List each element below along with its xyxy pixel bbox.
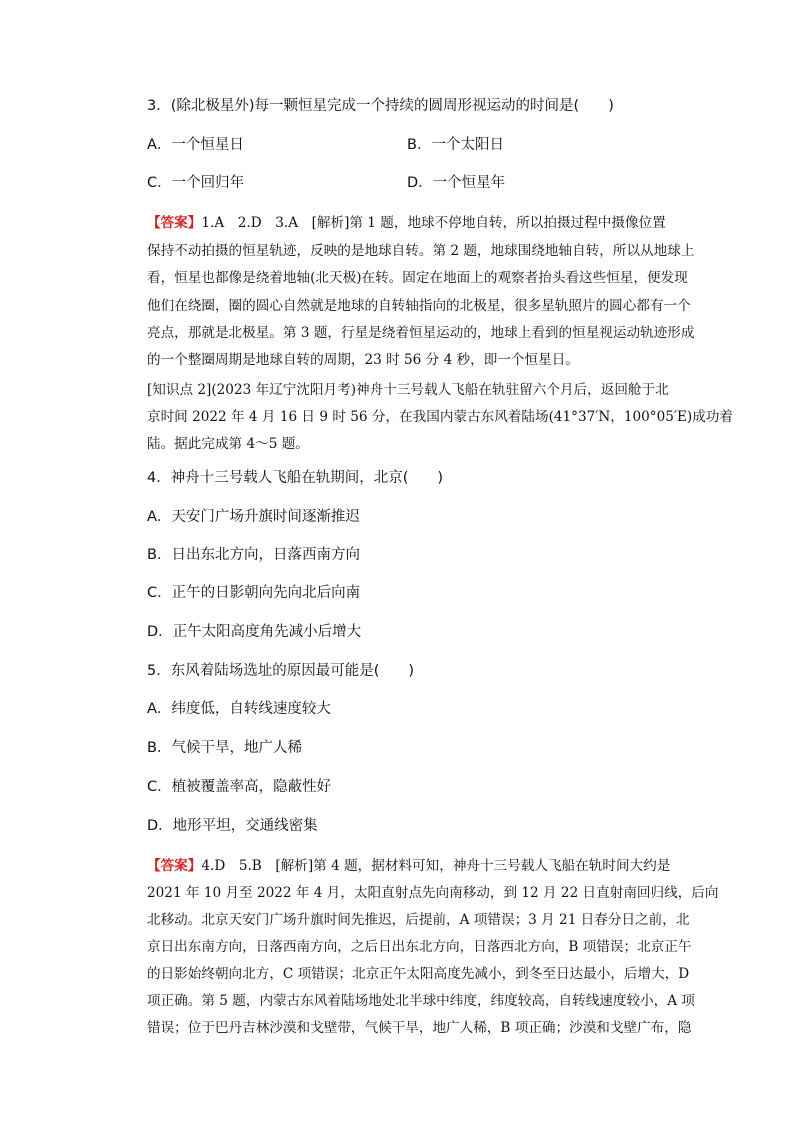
question-4-stem: 4．神舟十三号载人飞船在轨期间，北京( ) [147, 470, 444, 486]
question-5-stem: 5．东风着陆场选址的原因最可能是( ) [147, 663, 415, 679]
answer-1-line-6: 的一个整圈周期是地球自转的周期，23 时 56 分 4 秒，即一个恒星日。 [147, 352, 579, 368]
question-3-option-c: C．一个回归年 [147, 175, 245, 191]
answer-2-line-6: 项正确。第 5 题，内蒙古东风着陆场地处北半球中纬度，纬度较高，自转线速度较小，A 项 [147, 993, 695, 1009]
question-4-option-b: B．日出东北方向，日落西南方向 [147, 547, 360, 563]
answer-2-line-5: 的日影始终朝向北方，C 项错误；北京正午太阳高度先减小，到冬至日达最小，后增大，D [147, 966, 690, 982]
answer-1-line-5: 亮点，那就是北极星。第 3 题，行星是绕着恒星运动的，地球上看到的恒星视运动轨迹形成 [147, 325, 695, 341]
answer-2-line-2: 2021 年 10 月至 2022 年 4 月，太阳直射点先向南移动，到 12 月 22 日直射南回归线，后向 [147, 885, 719, 901]
answer-tag: 【答案】 [147, 858, 202, 874]
answer-2-line-4: 京日出东南方向，日落西南方向，之后日出东北方向，日落西北方向，B 项错误；北京正午 [147, 939, 692, 955]
question-3-option-b: B．一个太阳日 [407, 137, 504, 153]
question-4-option-a: A．天安门广场升旗时间逐渐推迟 [147, 509, 360, 525]
answer-1-line-1: 【答案】1.A 2.D 3.A [解析]第 1 题，地球不停地自转，所以拍摄过程中摄像位置 [147, 215, 666, 231]
knowledge-point-line-2: 京时间 2022 年 4 月 16 日 9 时 56 分，在我国内蒙古东风着陆场(41°37′N，100°05′E)成功着 [147, 409, 733, 425]
question-4-option-c: C．正午的日影朝向先向北后向南 [147, 585, 361, 601]
answer-tag: 【答案】 [147, 215, 202, 231]
question-4-option-d: D．正午太阳高度角先减小后增大 [147, 624, 362, 640]
question-5-option-a: A．纬度低，自转线速度较大 [147, 701, 331, 717]
answer-2-line-7: 错误；位于巴丹吉林沙漠和戈壁带，气候干旱，地广人稀，B 项正确；沙漠和戈壁广布，隐 [147, 1020, 692, 1036]
question-5-option-c: C．植被覆盖率高，隐蔽性好 [147, 779, 332, 795]
answer-1-line-2: 保持不动拍摄的恒星轨迹，反映的是地球自转。第 2 题，地球围绕地轴自转，所以从地球上 [147, 243, 695, 259]
knowledge-point-line-1: [知识点 2](2023 年辽宁沈阳月考)神舟十三号载人飞船在轨驻留六个月后，返回舱于北 [147, 382, 669, 398]
answer-2-line-1: 【答案】4.D 5.B [解析]第 4 题，据材料可知，神舟十三号载人飞船在轨时间大约是 [147, 858, 671, 874]
knowledge-point-line-3: 陆。据此完成第 4～5 题。 [147, 436, 309, 452]
answer-2-line-3: 北移动。北京天安门广场升旗时间先推迟，后提前，A 项错误；3 月 21 日春分日之前，北 [147, 912, 690, 928]
question-5-option-b: B．气候干旱，地广人稀 [147, 740, 302, 756]
answer-1-line-3: 看，恒星也都像是绕着地轴(北天极)在转。固定在地面上的观察者抬头看这些恒星，便发现 [147, 270, 688, 286]
question-3-option-d: D．一个恒星年 [407, 175, 506, 191]
question-3-option-a: A．一个恒星日 [147, 137, 244, 153]
question-3-stem: 3．(除北极星外)每一颗恒星完成一个持续的圆周形视运动的时间是( ) [147, 98, 614, 114]
question-5-option-d: D．地形平坦，交通线密集 [147, 818, 318, 834]
answer-1-line-4: 他们在绕圈，圈的圆心自然就是地球的自转轴指向的北极星，很多星轨照片的圆心都有一个 [147, 298, 691, 314]
